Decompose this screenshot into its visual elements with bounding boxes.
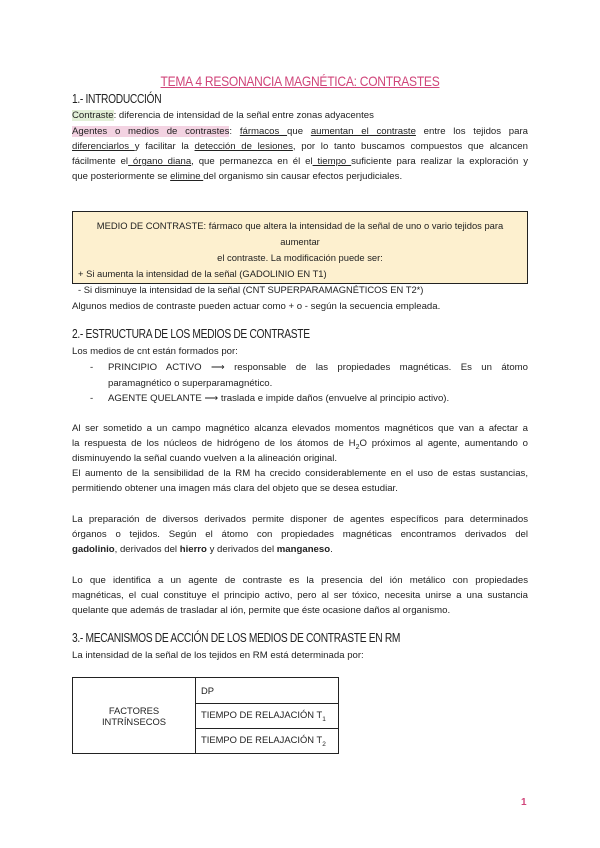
underlined-run: diferenciarlos xyxy=(72,141,135,152)
box-line-2: el contraste. La modificación puede ser: xyxy=(217,252,383,263)
paragraph-line: órganos o tejidos. Según el átomo con propiedades magnéticas encontramos derivados del xyxy=(72,529,528,540)
factors-table xyxy=(72,677,339,754)
paragraph-line: La preparación de diversos derivados permite disponer de agentes específicos para determinados xyxy=(72,514,528,525)
text-run: que xyxy=(287,126,311,137)
box-line-4: - Si disminuye la intensidad de la señal (CNT SUPERPARAMAGNÉTICOS EN T2*) xyxy=(78,284,424,295)
list-item-line-2: paramagnético o superparamagnético. xyxy=(108,378,273,389)
text-run: : xyxy=(229,126,240,137)
text-run: la respuesta de los núcleos de hidrógeno de los átomos de H xyxy=(72,438,356,449)
agentes-line-3 xyxy=(72,154,528,170)
subscript: 1 xyxy=(322,715,326,723)
paragraph-line: permitiendo obtener una imagen más clara del objeto que se desea estudiar. xyxy=(72,483,398,494)
box-line-3: + Si aumenta la intensidad de la señal (GADOLINIO EN T1) xyxy=(78,268,327,279)
bold-run: gadolinio xyxy=(72,544,115,555)
table-group-cell: FACTORES INTRÍNSECOS xyxy=(73,678,196,754)
contraste-term: Contraste xyxy=(72,110,114,121)
text-run: entre los tejidos para xyxy=(415,126,528,137)
section-3-heading: 3.- MECANISMOS DE ACCIÓN DE LOS MEDIOS DE CONTRASTE EN RM xyxy=(72,631,401,645)
section-2-intro: Los medios de cnt están formados por: xyxy=(72,346,238,357)
subscript: 2 xyxy=(355,443,360,451)
definition-box xyxy=(72,211,528,295)
table-cell-t1 xyxy=(196,704,339,729)
text-run: TIEMPO DE RELAJACIÓN T xyxy=(201,734,323,746)
text-run: suficiente para realizar la exploración y xyxy=(351,156,528,167)
underlined-run: detección de lesiones xyxy=(194,141,293,152)
paragraph-line: disminuyendo la señal cuando vuelven a la alineación original. xyxy=(72,453,338,464)
text-run: TIEMPO DE RELAJACIÓN T xyxy=(201,709,323,721)
bold-run: hierro xyxy=(179,544,207,555)
section-2-heading: 2.- ESTRUCTURA DE LOS MEDIOS DE CONTRASTE xyxy=(72,327,310,341)
text-run: y derivados del xyxy=(206,544,277,555)
paragraph-line: Al ser sometido a un campo magnético alcanza elevados momentos magnéticos que van a afectar a xyxy=(72,423,528,434)
underlined-run: tiempo xyxy=(312,156,352,167)
section-3-intro: La intensidad de la señal de los tejidos en RM está determinada por: xyxy=(72,650,364,661)
paragraph-line: Lo que identifica a un agente de contraste es la presencia del ión metálico con propiedades xyxy=(72,575,528,586)
document-title: TEMA 4 RESONANCIA MAGNÉTICA: CONTRASTES xyxy=(160,73,440,89)
section-1-heading: 1.- INTRODUCCIÓN xyxy=(72,92,162,106)
agentes-line-4 xyxy=(72,169,528,185)
agentes-line-2 xyxy=(72,139,528,155)
agentes-line-1 xyxy=(72,124,528,140)
underlined-run: aumentan el contraste xyxy=(310,126,416,137)
bold-run: manganeso xyxy=(276,544,331,555)
agentes-term: Agentes o medios de contrastes xyxy=(72,126,230,137)
underlined-run: fármacos xyxy=(239,126,288,137)
box-line-1: MEDIO DE CONTRASTE: fármaco que altera la intensidad de la señal de uno o vario tejidos para aumentar xyxy=(96,220,504,247)
paragraph-line: magnéticas, el cual constituye el principio activo, pero al ser tóxico, necesita unirse a una sustancia xyxy=(72,590,528,601)
subscript: 2 xyxy=(322,740,326,748)
paragraph-line xyxy=(72,542,528,558)
table-cell-t2 xyxy=(196,729,339,754)
text-run: fácilmente el xyxy=(72,156,129,167)
text-run: , derivados del xyxy=(114,544,180,555)
after-box-text: Algunos medios de contraste pueden actuar como + o - según la secuencia empleada. xyxy=(72,301,441,312)
list-bullet: - xyxy=(90,393,94,404)
contraste-definition xyxy=(72,108,528,124)
contraste-def-text: : diferencia de intensidad de la señal entre zonas adyacentes xyxy=(113,110,374,121)
text-run: . xyxy=(330,544,333,555)
paragraph-line: El aumento de la sensibilidad de la RM ha crecido considerablemente en el uso de estas sustancias, xyxy=(72,468,528,479)
table-cell-dp: DP xyxy=(196,678,339,704)
list-bullet: - xyxy=(90,362,94,373)
underlined-run: elimine xyxy=(170,171,204,182)
paragraph-line: quelante que además de trasladar al ión, permite que éste ocasione daños al organismo. xyxy=(72,605,451,616)
text-run: , por lo tanto buscamos compuestos que alcancen xyxy=(292,141,528,152)
list-item-text: AGENTE QUELANTE ⟶ traslada e impide daños (envuelve al principio activo). xyxy=(108,393,450,404)
text-run: , que permanezca en él el xyxy=(191,156,313,167)
text-run: O próximos al agente, aumentando o xyxy=(359,438,528,449)
text-run: del organismo sin causar efectos perjudiciales. xyxy=(203,171,403,182)
text-run: y facilitar la xyxy=(134,141,195,152)
list-item-line-1: PRINCIPIO ACTIVO ⟶ responsable de las propiedades magnéticas. Es un átomo xyxy=(108,362,528,373)
text-run: que posteriormente se xyxy=(72,171,171,182)
underlined-run: órgano diana xyxy=(128,156,192,167)
page-number: 1 xyxy=(521,797,527,808)
